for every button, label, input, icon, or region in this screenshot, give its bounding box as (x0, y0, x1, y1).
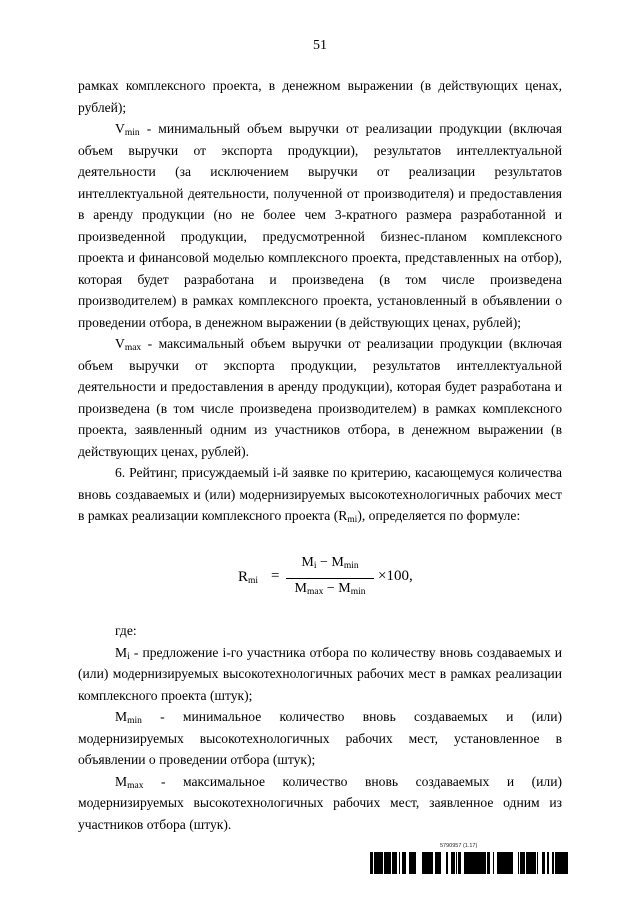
symbol-m: M (115, 773, 128, 789)
symbol-sub: max (124, 343, 142, 353)
page-number: 51 (313, 38, 327, 53)
formula-num-b-sub: min (343, 561, 359, 571)
definition-text: - максимальное количество вновь создаваемых и (или) модернизируемых высокотехнологичных рабочих мест, заявленное одним из участников отбора (штук). (78, 773, 562, 832)
formula-rhs: ×100, (378, 568, 413, 584)
paragraph-continuation: рамках комплексного проекта, в денежном выражении (в действующих ценах, рублей); (78, 78, 562, 115)
symbol-sub: i (127, 651, 130, 662)
formula-num-b: M (331, 555, 344, 570)
definition-vmax (78, 333, 562, 462)
barcode-label: 5790957 (1.17) (440, 843, 478, 849)
fraction-bar (286, 578, 374, 579)
symbol-sub: min (127, 716, 142, 726)
symbol-sub: min (124, 128, 140, 138)
formula-numerator (286, 555, 374, 571)
symbol-v: V (115, 336, 125, 351)
definition-text: - максимальный объем выручки от реализации продукции (включая объем выручки от экспорта продукции, результатов интеллектуальной деятельности и предоставления в аренду продукции), которая будет разработана и произведена (в том числе произведена производителем) в рамках комплексного проекта, заявленный одним из участников отбора, в денежном выражении (в действующих ценах, рублей). (78, 336, 562, 459)
formula-num-a: M (301, 555, 314, 570)
symbol-m: M (115, 709, 128, 724)
formula-den-a-sub: max (306, 587, 324, 597)
symbol-sub: max (127, 780, 144, 791)
clause-text: 6. Рейтинг, присуждаемый i-й заявке по критерию, касающемуся количества вновь создаваемых и (или) модернизируемых высокотехнологичных рабочих мест в рамках реализации комплексного проекта (R (78, 465, 562, 523)
formula-minus: − (323, 581, 339, 596)
where-label: где: (115, 623, 137, 638)
symbol-v: V (115, 121, 125, 136)
formula-num-a-sub: i (313, 561, 317, 571)
text-block-top (78, 75, 562, 527)
formula-lhs (238, 569, 258, 586)
formula-denominator (286, 581, 374, 597)
formula-den-a: M (294, 581, 307, 596)
clause-6 (78, 462, 562, 527)
definition-mmin (78, 706, 562, 771)
formula-lhs-sub: mi (248, 576, 259, 586)
definition-vmin (78, 118, 562, 333)
text-block-bottom (78, 620, 562, 835)
definition-text: - минимальный объем выручки от реализации продукции (включая объем выручки от экспорта продукции), результатов интеллектуальной деятельности (за исключением выручки от реализации результатов интеллектуальной деятельности, полученной от производителя) и предоставления в аренду продукции (но не более чем 3-кратного размера разработанной и произведенной продукции, предусмотренной бизнес-планом комплексного проекта и финансовой моделью комплексного проекта, представленных на отбор), которая будет разработана и произведена (в том числе произведена производителем) в рамках комплексного проекта, установленный в объявлении о проведении отбора, в денежном выражении (в действующих ценах, рублей); (78, 121, 562, 330)
definition-mmax (78, 771, 562, 836)
symbol-sub: mi (347, 515, 358, 525)
definition-mi (78, 642, 562, 707)
formula-equals: = (271, 568, 280, 584)
definition-text: - минимальное количество вновь создаваемых и (или) модернизируемых высокотехнологичных рабочих мест, установленное в объявлении о проведении отбора (штук); (78, 709, 562, 767)
formula-minus: − (316, 555, 332, 570)
formula-den-b-sub: min (350, 587, 366, 597)
rating-formula (0, 555, 640, 605)
formula-lhs-symbol: R (238, 569, 249, 585)
definition-text: - предложение i-го участника отбора по количеству вновь создаваемых и (или) модернизируемых высокотехнологичных рабочих мест в рамках реализации комплексного проекта (штук); (78, 644, 562, 703)
document-barcode (370, 852, 570, 874)
formula-den-b: M (338, 581, 351, 596)
clause-text-end: ), определяется по формуле: (357, 508, 521, 523)
symbol-m: M (115, 644, 128, 660)
